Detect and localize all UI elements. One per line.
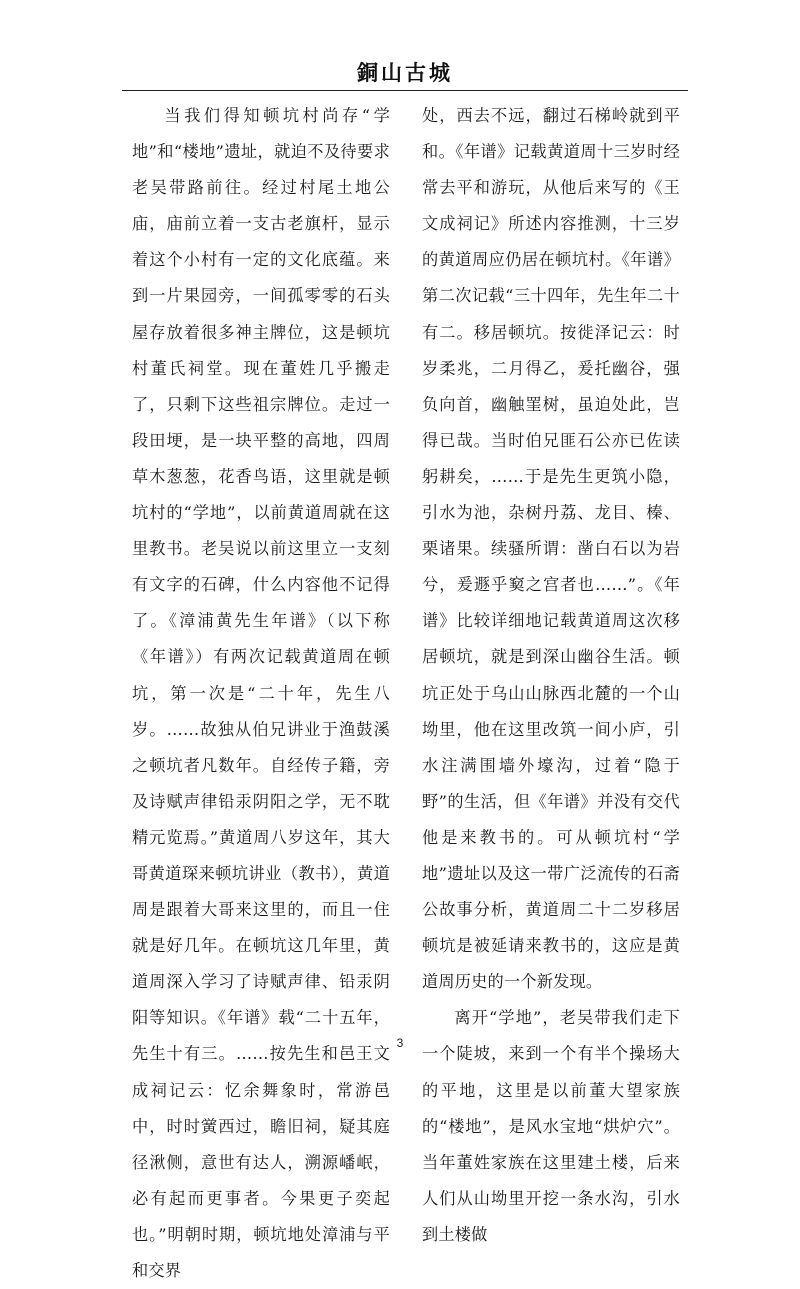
page-header <box>122 56 688 90</box>
body-paragraph: 离开“学地”，老吴带我们走下一个陡坡，来到一个有半个操场大的平地，这里是以前董大望家族的“楼地”，是风水宝地“烘炉穴”。当年董姓家族在这里建土楼，后来人们从山坳里开挖一条水沟，引水到土楼做 <box>422 1008 680 1244</box>
body-paragraph-continued: 处，西去不远，翻过石梯岭就到平和。《年谱》记载黄道周十三岁时经常去平和游玩，从他后来写的《王文成祠记》所述内容推测，十三岁的黄道周应仍居在顿坑村。《年谱》第二次记载“三十四年，先生年二十有二。移居顿坑。按徙泽记云：时岁柔兆，二月得乙，爰托幽谷，强负向首，幽触罣树，虽迫处此，岂得已哉。当时伯兄匪石公亦已佐读躬耕矣，……于是先生更筑小隐，引水为池，杂树丹荔、龙目、榛、栗诸果。续骚所谓：凿白石以为岩兮，爰遯乎窫之宫者也……”。《年谱》比较详细地记载黄道周这次移居顿坑，就是到深山幽谷生活。顿坑正处于乌山山脉西北麓的一个山坳里，他在这里改筑一间小庐，引水注满围墙外壕沟，过着“隐于野”的生活，但《年谱》并没有交代他是来教书的。可从顿坑村“学地”遗址以及这一带广泛流传的石斋公故事分析，黄道周二十二岁移居顿坑是被延请来教书的，这应是黄道周历史的一个新发现。 <box>422 106 680 992</box>
page-title: 銅山古城 <box>357 60 453 85</box>
right-column <box>422 98 680 1244</box>
header-divider <box>122 90 688 91</box>
page-number: 3 <box>396 1036 404 1050</box>
left-column <box>132 98 390 1280</box>
body-paragraph: 当我们得知顿坑村尚存“学地”和“楼地”遗址，就迫不及待要求老吴带路前往。经过村尾土地公庙，庙前立着一支古老旗杆，显示着这个小村有一定的文化底蕴。来到一片果园旁，一间孤零零的石头屋存放着很多神主牌位，这是顿坑村董氏祠堂。现在董姓几乎搬走了，只剩下这些祖宗牌位。走过一段田埂，是一块平整的高地，四周草木葱葱，花香鸟语，这里就是顿坑村的“学地”，以前黄道周就在这里教书。老吴说以前这里立一支刻有文字的石碑，什么内容他不记得了。《漳浦黄先生年谱》（以下称《年谱》）有两次记载黄道周在顿坑，第一次是“二十年，先生八岁。……故独从伯兄讲业于渔鼓溪之顿坑者凡数年。自经传子籍，旁及诗赋声律铅汞阴阳之学，无不耽精元览焉。”黄道周八岁这年，其大哥黄道琛来顿坑讲业（教书），黄道周是跟着大哥来这里的，而且一住就是好几年。在顿坑这几年里，黄道周深入学习了诗赋声律、铅汞阴阳等知识。《年谱》载“二十五年，先生十有三。……按先生和邑王文成祠记云：忆余舞象时，常游邑中，时时黉西过，瞻旧祠，疑其庭径湫侧，意世有达人，溯源嶓岷，必有起而更事者。今果更子奕起也。”明朝时期，顿坑地处漳浦与平和交界 <box>132 106 390 1280</box>
